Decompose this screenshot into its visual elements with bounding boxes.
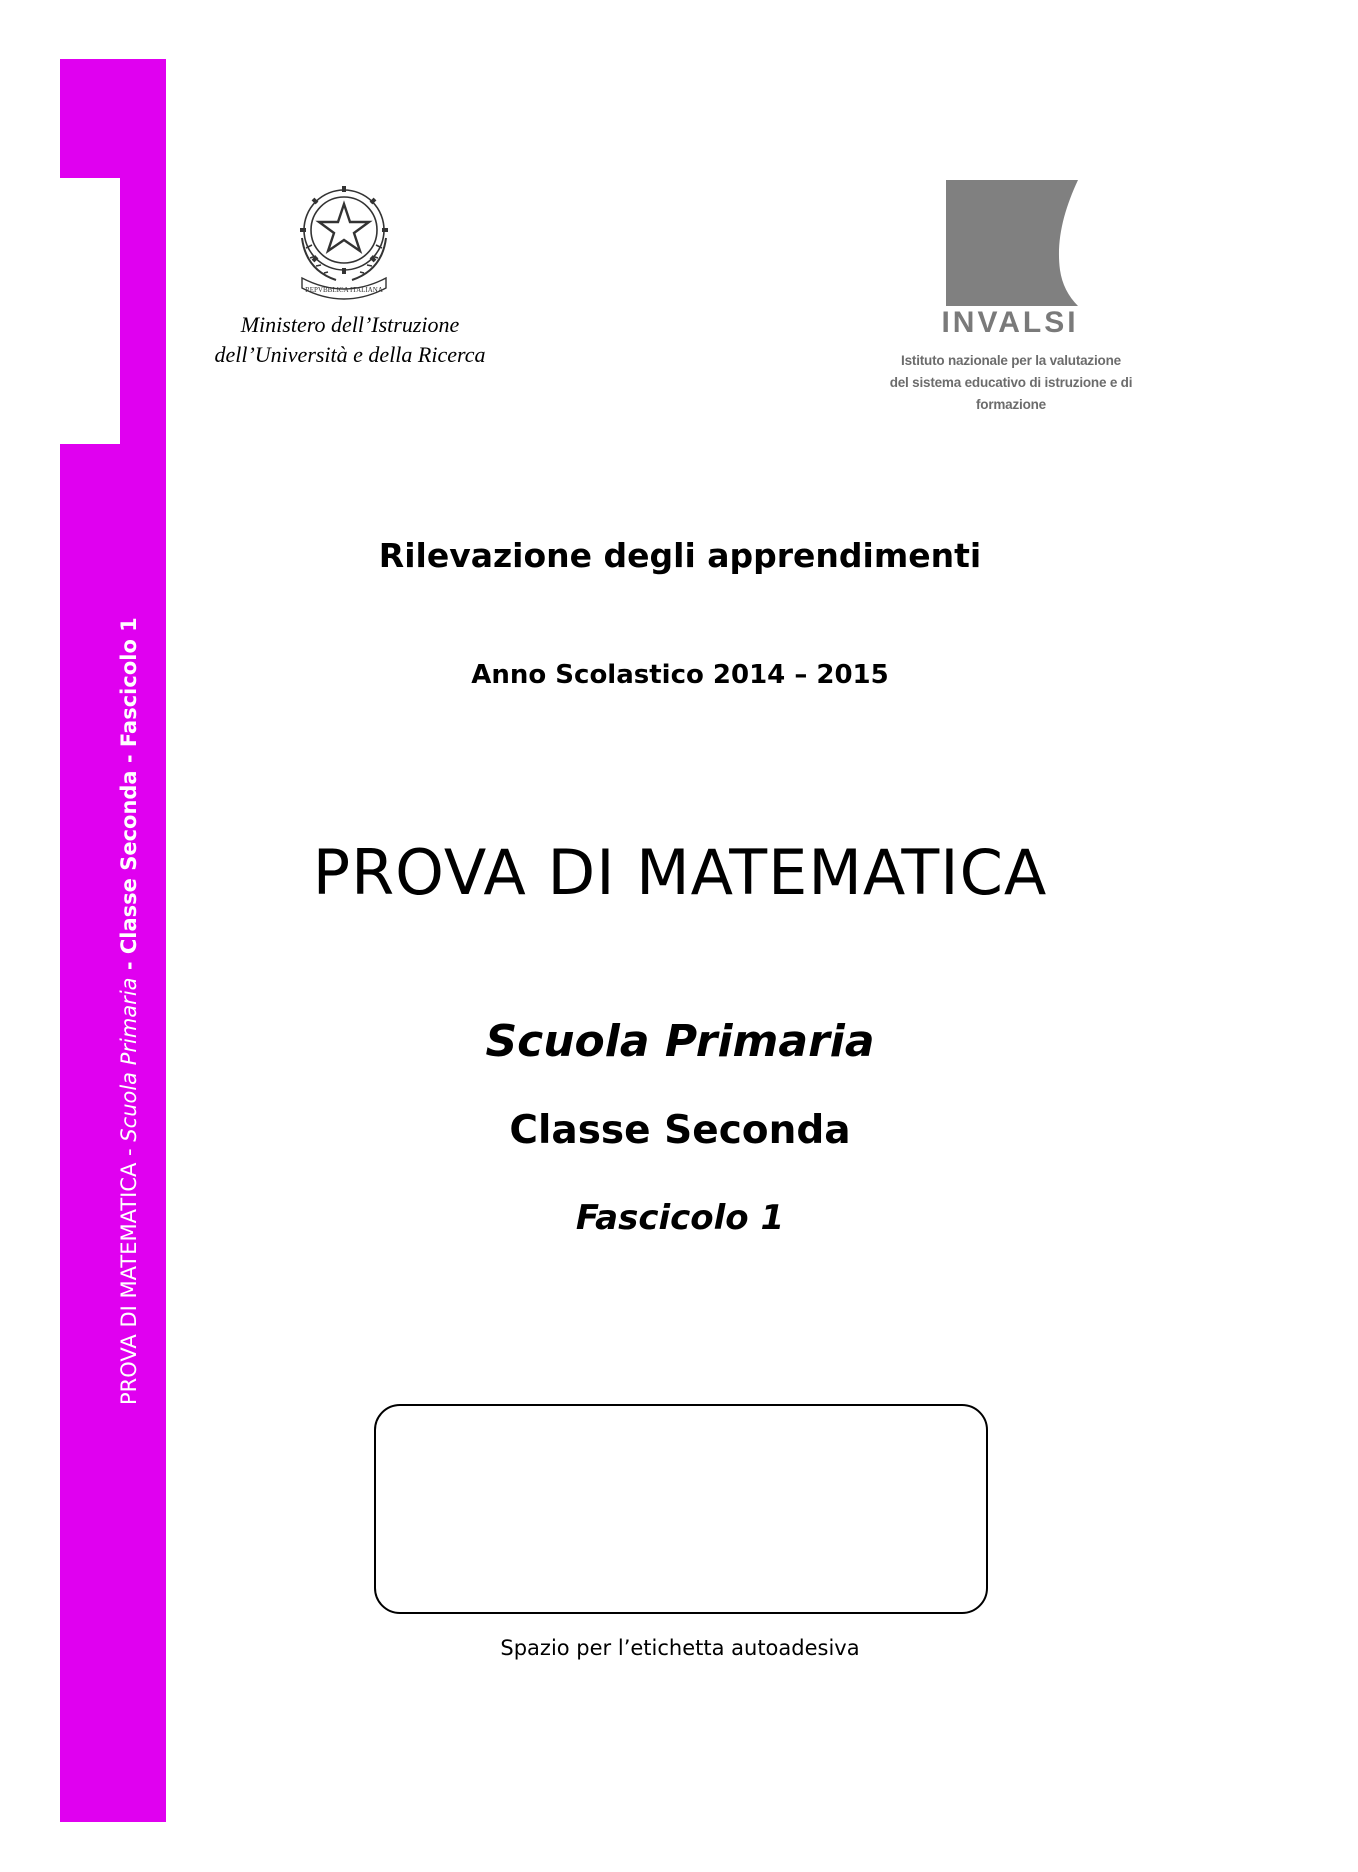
school-level: Scuola Primaria	[485, 1016, 875, 1067]
ministry-line1: Ministero dell’Istruzione	[240, 312, 460, 337]
test-title: PROVA DI MATEMATICA	[312, 836, 1048, 909]
ministry-name	[180, 310, 520, 370]
survey-title: Rilevazione degli apprendimenti	[378, 536, 982, 575]
emblem-lettering: REPVBBLICA ITALIANA	[305, 286, 383, 294]
side-text-subject: PROVA DI MATEMATICA -	[117, 1141, 141, 1405]
side-band-notch	[60, 178, 120, 444]
italian-republic-emblem-icon	[288, 178, 400, 302]
sticker-label-caption: Spazio per l’etichetta autoadesiva	[500, 1636, 860, 1660]
class-name: Classe Seconda	[509, 1108, 851, 1153]
invalsi-subtitle-line1: Istituto nazionale per la valutazione	[901, 353, 1121, 368]
booklet-number: Fascicolo 1	[575, 1198, 785, 1238]
invalsi-subtitle	[856, 350, 1166, 416]
invalsi-name: INVALSI	[941, 306, 1079, 339]
invalsi-flag-icon	[946, 180, 1078, 310]
sticker-label-box	[374, 1404, 988, 1614]
invalsi-subtitle-line2: del sistema educativo di istruzione e di formazione	[889, 375, 1133, 412]
side-text-class: - Classe Seconda - Fascicolo 1	[117, 617, 141, 978]
school-year: Anno Scolastico 2014 – 2015	[471, 660, 889, 690]
side-text-school: Scuola Primaria	[117, 977, 141, 1142]
ministry-line2: dell’Università e della Ricerca	[214, 342, 486, 367]
